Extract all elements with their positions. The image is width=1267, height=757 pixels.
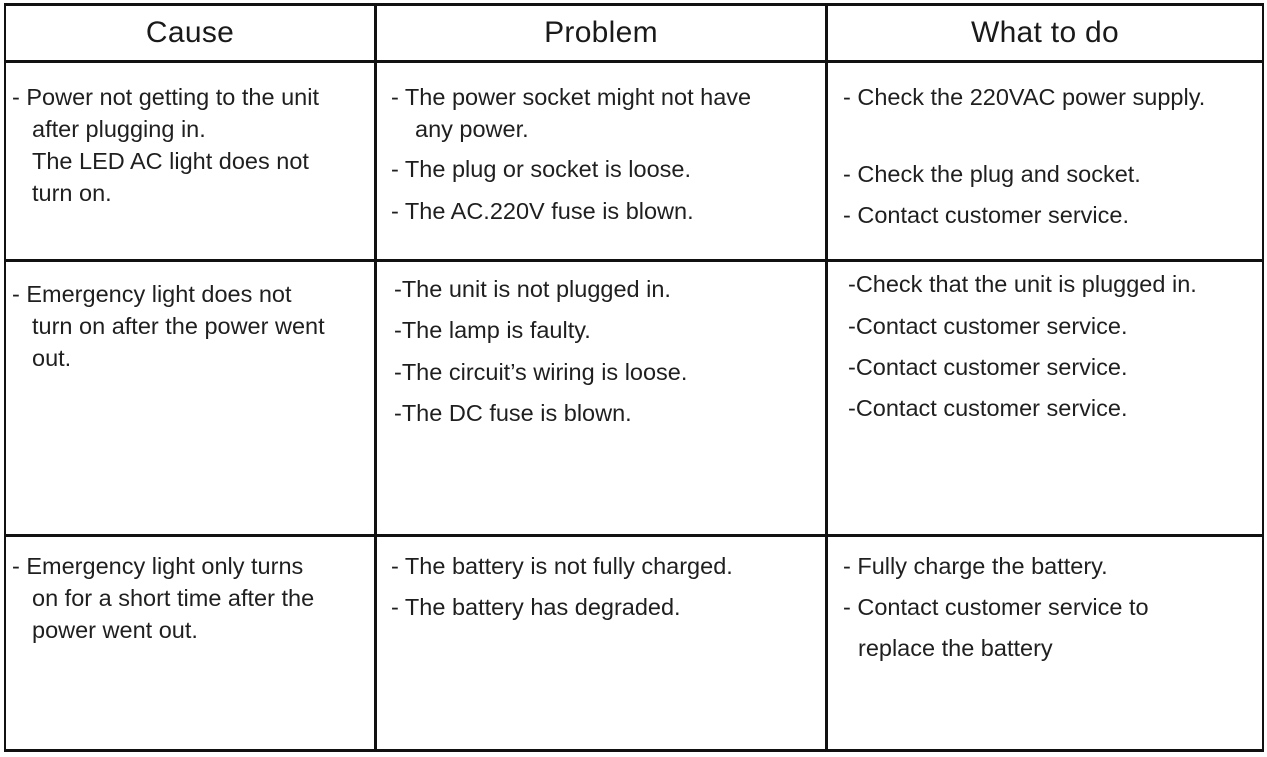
cause-text-line: - Emergency light only turns (12, 553, 304, 579)
cause-text-line: after plugging in. (32, 116, 206, 142)
row-divider-1 (4, 259, 1264, 262)
cause-text-line: The LED AC light does not (32, 148, 309, 174)
cause-text-line: on for a short time after the (32, 585, 315, 611)
problem-text-line: -The DC fuse is blown. (394, 400, 632, 426)
action-text-line: - Contact customer service. (843, 202, 1130, 228)
action-text-line: -Contact customer service. (848, 313, 1128, 339)
problem-text-line: -The circuit’s wiring is loose. (394, 359, 688, 385)
problem-text-line: - The battery is not fully charged. (391, 553, 733, 579)
column-divider-2 (825, 3, 828, 752)
header-problem: Problem (544, 16, 658, 49)
action-text-line: replace the battery (858, 635, 1053, 661)
header-what-to-do: What to do (970, 16, 1120, 49)
action-text-line: -Contact customer service. (848, 395, 1128, 421)
table-border-left (4, 3, 6, 752)
cause-text-line: turn on after the power went (32, 313, 325, 339)
action-text-line: - Contact customer service to (843, 594, 1149, 620)
problem-text-line: - The power socket might not have (391, 84, 752, 110)
cause-text-line: turn on. (32, 180, 112, 206)
action-text-line: - Check the plug and socket. (843, 161, 1141, 187)
problem-text-line: - The battery has degraded. (391, 594, 681, 620)
problem-text-line: - The AC.220V fuse is blown. (391, 198, 694, 224)
problem-text-line: -The unit is not plugged in. (394, 276, 671, 302)
header-divider (4, 60, 1264, 63)
cause-text-line: - Power not getting to the unit (12, 84, 319, 110)
action-text-line: - Check the 220VAC power supply. (843, 84, 1206, 110)
action-text-line: -Check that the unit is plugged in. (848, 271, 1197, 297)
problem-text-line: any power. (415, 116, 529, 142)
header-cause: Cause (145, 16, 235, 49)
cause-text-line: - Emergency light does not (12, 281, 292, 307)
cause-text-line: out. (32, 345, 72, 371)
problem-text-line: -The lamp is faulty. (394, 317, 591, 343)
action-text-line: -Contact customer service. (848, 354, 1128, 380)
column-divider-1 (374, 3, 377, 752)
action-text-line: - Fully charge the battery. (843, 553, 1108, 579)
table-border-bottom (4, 749, 1264, 752)
table-border-right (1262, 3, 1264, 752)
problem-text-line: - The plug or socket is loose. (391, 156, 691, 182)
row-divider-2 (4, 534, 1264, 537)
cause-text-line: power went out. (32, 617, 198, 643)
